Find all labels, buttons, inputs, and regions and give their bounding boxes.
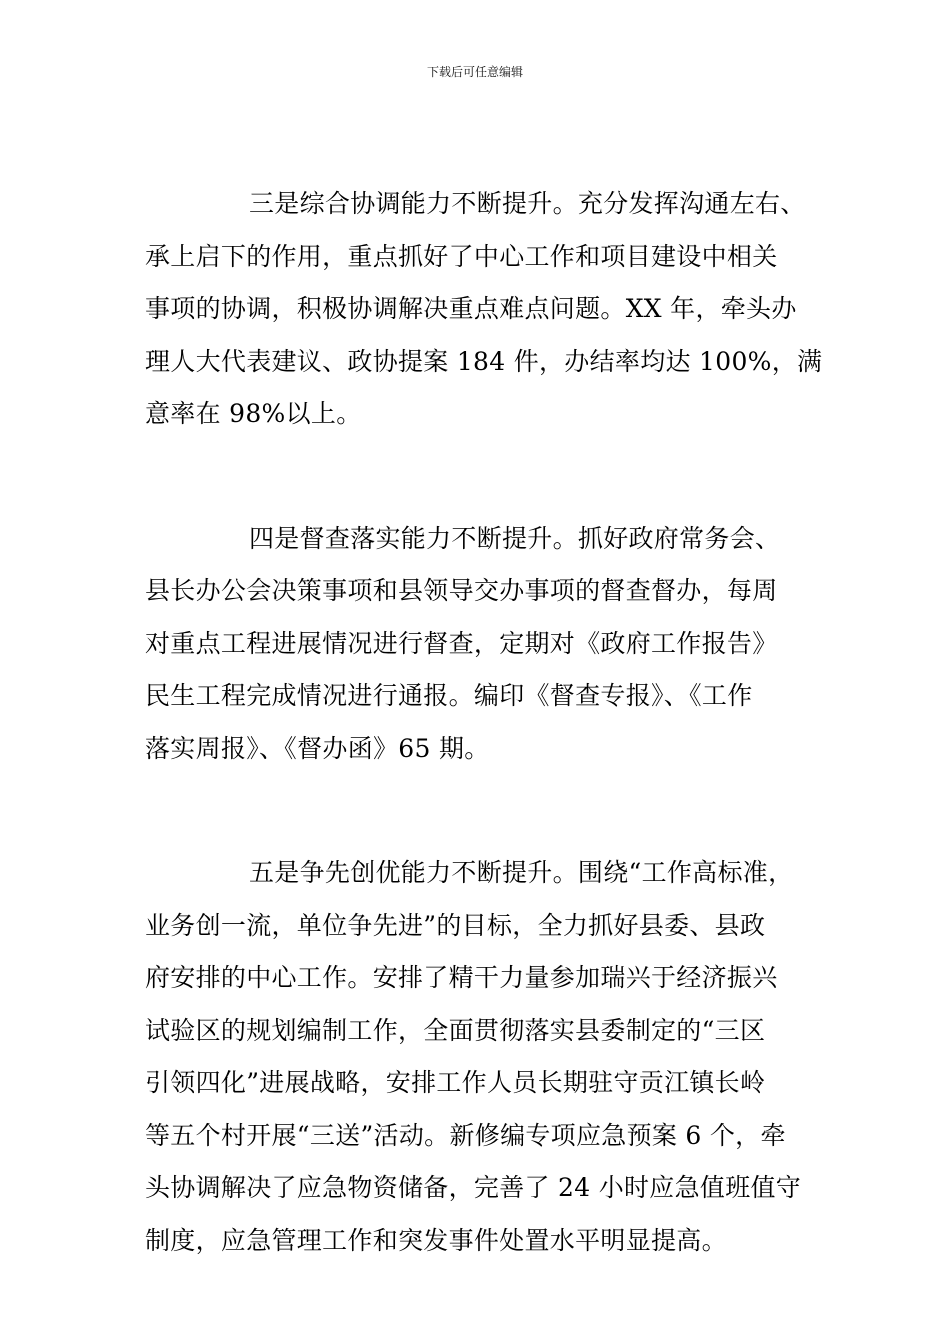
paragraph-line: 对重点工程进展情况进行督查，定期对《政府工作报告》 xyxy=(145,628,778,658)
paragraph-line: 四是督查落实能力不断提升。抓好政府常务会、 xyxy=(249,523,781,553)
paragraph-line: 理人大代表建议、政协提案 184 件，办结率均达 100%，满 xyxy=(145,346,823,376)
document-body xyxy=(145,178,835,1267)
paragraph-line: 引领四化”进展战略，安排工作人员长期驻守贡江镇长岭 xyxy=(145,1068,766,1097)
paragraph-line: 头协调解决了应急物资储备，完善了 24 小时应急值班值守 xyxy=(145,1173,802,1202)
paragraph-spacer xyxy=(145,775,835,847)
paragraph-line: 五是争先创优能力不断提升。围绕“工作高标准， xyxy=(249,858,794,887)
paragraph-line: 民生工程完成情况进行通报。编印《督查专报》、《工作 xyxy=(145,681,753,710)
paragraph-line: 意率在 98%以上。 xyxy=(145,399,362,428)
paragraph-line: 府安排的中心工作。安排了精干力量参加瑞兴于经济振兴 xyxy=(145,963,778,992)
paragraph-spacer xyxy=(145,441,835,513)
paragraph-excellence xyxy=(145,847,835,1267)
paragraph-line: 承上启下的作用，重点抓好了中心工作和项目建设中相关 xyxy=(145,241,778,271)
paragraph-supervision xyxy=(145,513,835,776)
paragraph-line: 试验区的规划编制工作，全面贯彻落实县委制定的“三区 xyxy=(145,1015,766,1045)
paragraph-line: 制度，应急管理工作和突发事件处置水平明显提高。 xyxy=(145,1225,727,1255)
paragraph-line: 事项的协调，积极协调解决重点难点问题。XX 年，牵头办 xyxy=(145,294,797,323)
page-header: 下载后可任意编辑 xyxy=(426,65,523,79)
paragraph-line: 落实周报》、《督办函》65 期。 xyxy=(145,733,490,763)
paragraph-coordination xyxy=(145,178,835,441)
paragraph-line: 业务创一流，单位争先进”的目标，全力抓好县委、县政 xyxy=(145,910,766,940)
paragraph-line: 县长办公会决策事项和县领导交办事项的督查督办，每周 xyxy=(145,576,778,605)
paragraph-line: 等五个村开展“三送”活动。新修编专项应急预案 6 个，牵 xyxy=(145,1120,786,1150)
paragraph-line: 三是综合协调能力不断提升。充分发挥沟通左右、 xyxy=(249,189,806,218)
